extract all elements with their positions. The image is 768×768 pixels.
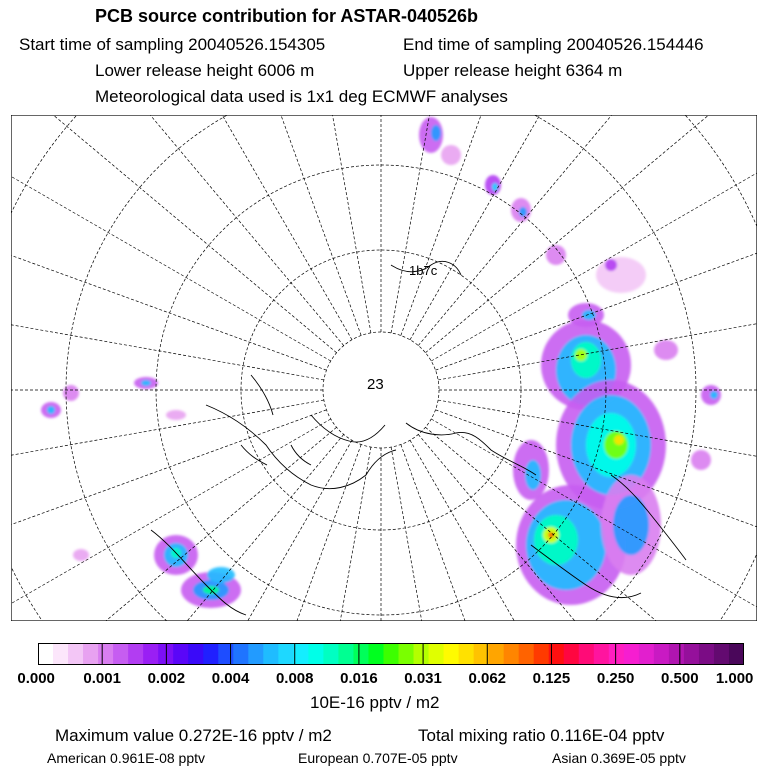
start-time-label: Start time of sampling xyxy=(19,35,184,54)
start-time xyxy=(19,35,325,55)
plume-blob xyxy=(63,385,79,401)
colorbar-cell xyxy=(248,643,264,665)
colorbar-tick-label: 0.008 xyxy=(275,670,314,687)
plume-blob xyxy=(166,410,186,420)
colorbar-cell xyxy=(218,643,234,665)
colorbar-cell xyxy=(684,643,700,665)
plume-blob xyxy=(654,340,678,360)
colorbar-cell xyxy=(459,643,475,665)
plume-blob xyxy=(582,310,596,320)
plume-blob xyxy=(141,380,151,386)
map-label-center: 23 xyxy=(367,376,384,393)
plume-blob xyxy=(571,342,601,378)
colorbar-cell xyxy=(323,643,339,665)
colorbar-cell xyxy=(609,643,625,665)
european-value: 0.707E-05 pptv xyxy=(362,750,458,766)
colorbar-cell xyxy=(414,643,430,665)
figure-title: PCB source contribution for ASTAR-040526b xyxy=(95,6,479,26)
end-time-label: End time of sampling xyxy=(403,35,562,54)
colorbar-cell xyxy=(68,643,84,665)
colorbar-cell xyxy=(53,643,69,665)
colorbar-cell xyxy=(143,643,159,665)
plume-blob xyxy=(605,259,617,271)
colorbar-cell xyxy=(368,643,384,665)
colorbar-cell xyxy=(444,643,460,665)
start-time-value: 20040526.154305 xyxy=(188,35,326,54)
colorbar-cell xyxy=(729,643,744,665)
colorbar-cell xyxy=(83,643,99,665)
lower-release-label: Lower release height xyxy=(95,61,253,80)
plume-blob xyxy=(691,450,711,470)
colorbar-cells xyxy=(38,643,744,665)
colorbar-cell xyxy=(654,643,670,665)
plume-blob xyxy=(546,245,566,265)
colorbar-cell xyxy=(293,643,309,665)
total-mixing-label: Total mixing ratio xyxy=(418,726,546,745)
colorbar-cell xyxy=(308,643,324,665)
colorbar-cell xyxy=(128,643,144,665)
upper-release xyxy=(403,61,622,81)
plume-blob xyxy=(596,257,646,293)
plume-blob xyxy=(73,549,89,561)
colorbar-tick-label: 0.062 xyxy=(468,670,507,687)
colorbar-cell xyxy=(353,643,369,665)
colorbar-cell xyxy=(263,643,279,665)
colorbar-cell xyxy=(38,643,54,665)
colorbar-tick-label: 0.004 xyxy=(211,670,250,687)
european-label: European xyxy=(298,750,359,766)
plume-blob xyxy=(614,435,624,445)
colorbar-cell xyxy=(278,643,294,665)
colorbar-cell xyxy=(98,643,114,665)
colorbar-cell xyxy=(624,643,640,665)
colorbar-tick-label: 0.031 xyxy=(404,670,442,687)
colorbar-cell xyxy=(579,643,595,665)
american-label: American xyxy=(47,750,107,766)
colorbar-tick-label: 1.000 xyxy=(715,670,754,687)
colorbar-cell xyxy=(699,643,715,665)
colorbar-cell xyxy=(399,643,415,665)
plume-blob xyxy=(604,431,628,459)
colorbar-cell xyxy=(639,643,655,665)
total-mixing-value: 0.116E-04 pptv xyxy=(550,726,665,745)
plume-blob xyxy=(431,125,441,141)
max-value xyxy=(55,726,332,746)
colorbar-tick-label: 0.001 xyxy=(83,670,121,687)
colorbar-cell xyxy=(534,643,550,665)
colorbar-tick-label: 0.125 xyxy=(532,670,571,687)
upper-release-label: Upper release height xyxy=(403,61,561,80)
colorbar xyxy=(38,643,744,665)
colorbar-cell xyxy=(504,643,520,665)
colorbar-cell xyxy=(429,643,445,665)
plume-blob xyxy=(710,391,718,399)
colorbar-cell xyxy=(383,643,399,665)
met-data-note: Meteorological data used is 1x1 deg ECMWF analyses xyxy=(95,87,508,106)
lower-release xyxy=(95,61,314,81)
colorbar-cell xyxy=(173,643,189,665)
colorbar-cell xyxy=(519,643,535,665)
lower-release-value: 6006 m xyxy=(257,61,315,80)
map-label-north: 1b7c xyxy=(409,263,438,278)
colorbar-cell xyxy=(188,643,204,665)
colorbar-tick-label: 0.016 xyxy=(340,670,378,687)
colorbar-cell xyxy=(113,643,129,665)
colorbar-tick-label: 0.250 xyxy=(596,670,635,687)
asian-contribution xyxy=(552,750,686,766)
upper-release-value: 6364 m xyxy=(565,61,623,80)
colorbar-cell xyxy=(338,643,354,665)
colorbar-cell xyxy=(564,643,580,665)
colorbar-cell xyxy=(594,643,610,665)
colorbar-unit: 10E-16 pptv / m2 xyxy=(310,693,440,712)
plume-blob xyxy=(441,145,461,165)
asian-label: Asian xyxy=(552,750,588,766)
colorbar-cell xyxy=(669,643,685,665)
colorbar-cell xyxy=(714,643,730,665)
max-value-label: Maximum value xyxy=(55,726,175,745)
asian-value: 0.369E-05 pptv xyxy=(590,750,686,766)
polar-map xyxy=(11,115,757,621)
colorbar-cell xyxy=(233,643,249,665)
max-value-value: 0.272E-16 pptv / m2 xyxy=(178,726,332,745)
plume-blob xyxy=(613,495,649,555)
total-mixing xyxy=(418,726,664,746)
end-time-value: 20040526.154446 xyxy=(566,35,704,54)
colorbar-cell xyxy=(489,643,505,665)
american-value: 0.961E-08 pptv xyxy=(110,750,205,766)
colorbar-cell xyxy=(203,643,219,665)
plume-blob xyxy=(525,460,541,490)
plume-blob xyxy=(47,406,55,414)
plume-blob xyxy=(519,207,527,217)
end-time xyxy=(403,35,704,55)
colorbar-tick-label: 0.000 xyxy=(17,670,55,687)
colorbar-tick-label: 0.500 xyxy=(661,670,699,687)
european-contribution xyxy=(298,750,458,766)
colorbar-tick-label: 0.002 xyxy=(147,670,186,687)
american-contribution xyxy=(47,750,205,766)
plume-blob xyxy=(492,183,498,191)
